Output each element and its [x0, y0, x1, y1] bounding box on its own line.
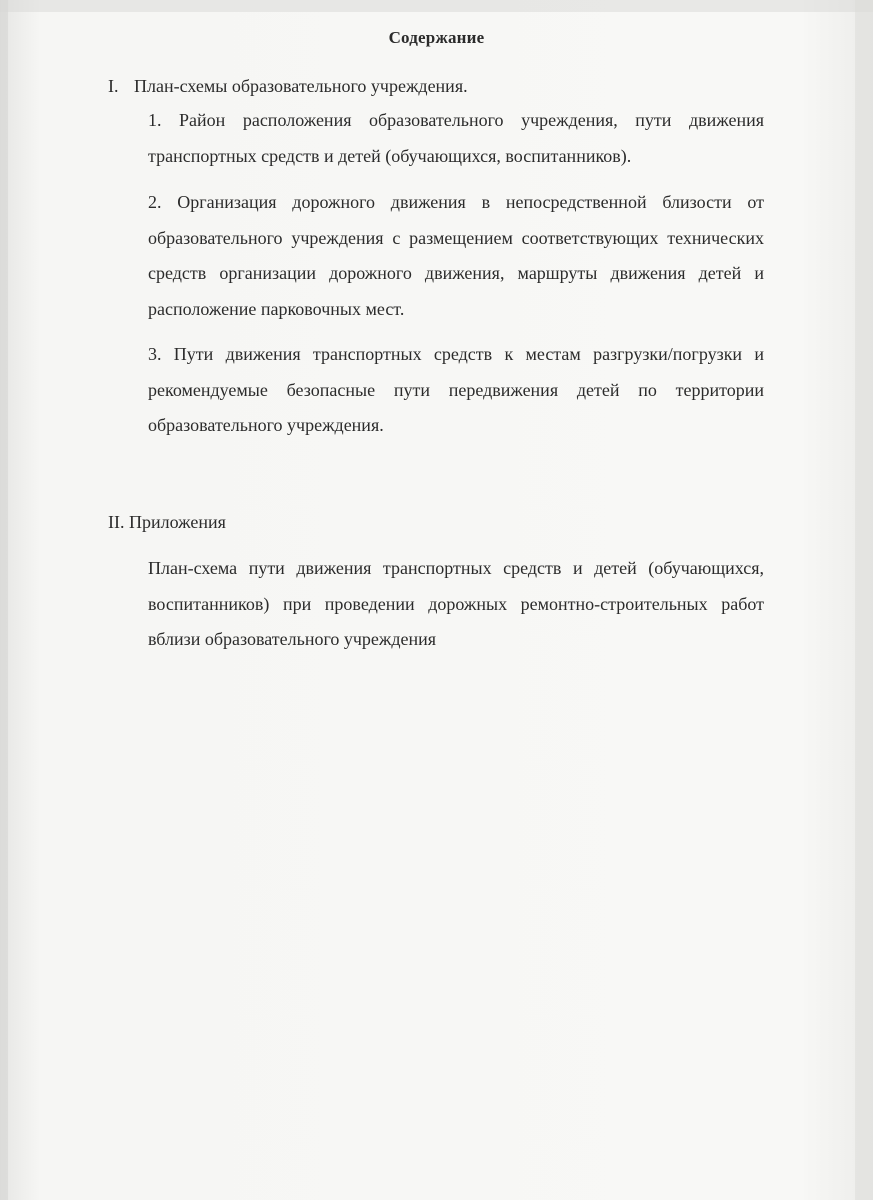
scan-shadow-top [0, 0, 873, 12]
scan-shadow-left [0, 0, 8, 1200]
section-1-heading: План-схемы образовательного учреждения. [134, 76, 468, 96]
scan-shadow-right [855, 0, 873, 1200]
contents-item-3: 3. Пути движения транспортных средств к местам разгрузки/погрузки и рекомендуемые безопасные пути передвижения детей по территории образовательного учреждения. [148, 344, 764, 435]
page-title: Содержание [388, 28, 485, 47]
contents-item-2: 2. Организация дорожного движения в непосредственной близости от образовательного учреждения с размещением соответствующих технических средств организации дорожного движения, маршруты движения детей и расположение парковочных мест. [148, 192, 764, 319]
contents-item-1: 1. Район расположения образовательного учреждения, пути движения транспортных средств и детей (обучающихся, воспитанников). [148, 110, 764, 166]
appendix-item: План-схема пути движения транспортных средств и детей (обучающихся, воспитанников) при проведении дорожных ремонтно-строительных работ вблизи образовательного учреждения [148, 558, 764, 649]
section-1-numeral: I. [108, 76, 119, 96]
section-2-heading: II. Приложения [108, 512, 226, 532]
